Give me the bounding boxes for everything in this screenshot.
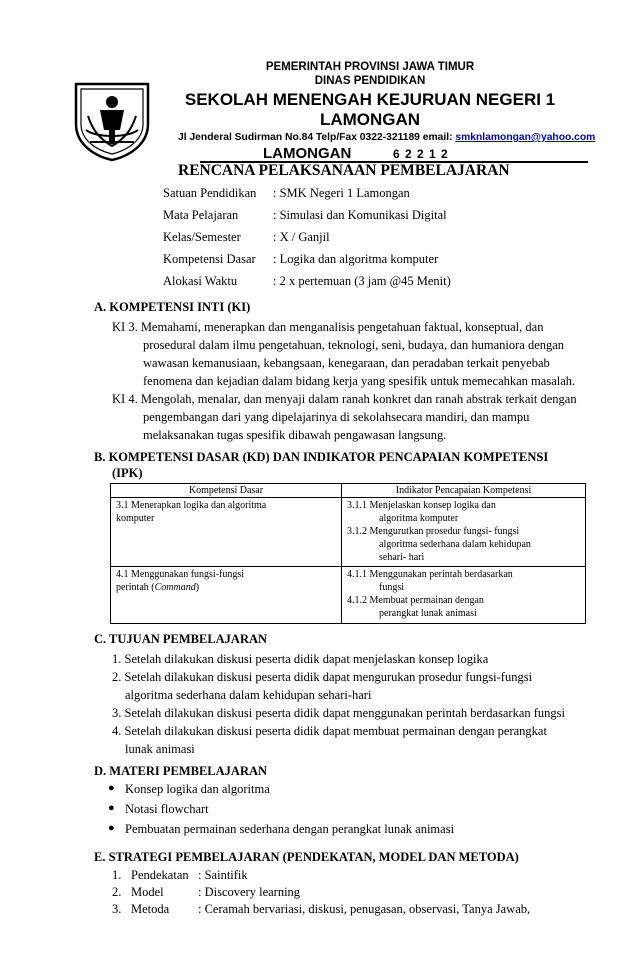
section-d-title: D. MATERI PEMBELAJARAN <box>94 764 268 778</box>
header-government: PEMERINTAH PROVINSI JAWA TIMUR <box>265 61 475 73</box>
bullet-icon: ● <box>108 802 115 814</box>
kd-ipk-table <box>110 483 586 624</box>
strategy-value: : Saintifik <box>198 868 248 882</box>
list-item: Pembuatan permainan sederhana dengan perangkat lunak animasi <box>125 822 455 836</box>
header-kd: Kompetensi Dasar <box>111 484 342 498</box>
objective-line: 2. Setelah dilakukan diskusi peserta didik dapat mengurukan prosedur fungsi-fungsi <box>112 670 533 684</box>
header-school-city: LAMONGAN <box>319 110 421 129</box>
ki4-line: KI 4. Mengolah, menalar, dan menyaji dalam ranah konkret dan ranah abstrak terkait dengan <box>112 392 577 406</box>
strategy-num: 2. <box>112 885 122 899</box>
objective-line: 3. Setelah dilakukan diskusi peserta didik dapat menggunakan perintah berdasarkan fungsi <box>112 706 565 720</box>
kd-cell: 4.1 Menggunakan fungsi-fungsi perintah (Command) <box>111 567 342 624</box>
objective-line: lunak animasi <box>125 742 195 756</box>
identity-row: Satuan Pendidikan : SMK Negeri 1 Lamongan <box>163 186 410 200</box>
province-seal-logo <box>70 80 154 162</box>
objective-line: 4. Setelah dilakukan diskusi peserta didik dapat membuat permainan dengan perangkat <box>112 724 547 738</box>
header-city: LAMONGAN <box>263 145 352 162</box>
list-item: Konsep logika dan algoritma <box>125 782 270 796</box>
strategy-num: 3. <box>112 902 122 916</box>
identity-row: Mata Pelajaran : Simulasi dan Komunikasi Digital <box>163 208 447 222</box>
bullet-icon: ● <box>108 822 115 834</box>
identity-row: Alokasi Waktu : 2 x pertemuan (3 jam @45 Menit) <box>163 274 451 288</box>
identity-row: Kelas/Semester : X / Ganjil <box>163 230 330 244</box>
header-postcode: 6 2 2 1 2 <box>393 147 449 161</box>
table-row <box>111 498 586 567</box>
email-link[interactable]: smknlamongan@yahoo.com <box>455 132 596 143</box>
list-item: Notasi flowchart <box>125 802 209 816</box>
bullet-icon: ● <box>108 782 115 794</box>
table-row <box>111 567 586 624</box>
identity-row: Kompetensi Dasar : Logika dan algoritma komputer <box>163 252 439 266</box>
section-e-title: E. STRATEGI PEMBELAJARAN (PENDEKATAN, MODEL DAN METODA) <box>94 850 519 864</box>
ipk-cell: 4.1.1 Menggunakan perintah berdasarkan fungsi 4.1.2 Membuat permainan dengan perangkat lunak animasi <box>342 567 586 624</box>
strategy-value: : Discovery learning <box>198 885 301 899</box>
ki3-line: fenomena dan kejadian dalam bidang kerja yang spesifik untuk memecahkan masalah. <box>143 374 576 388</box>
header-department: DINAS PENDIDIKAN <box>314 75 426 87</box>
header-address: Jl Jenderal Sudirman No.84 Telp/Fax 0322-321189 email: smknlamongan@yahoo.com <box>178 132 596 143</box>
ki3-line: wawasan kemanusiaan, kebangsaan, kenegaraan, dan peradaban terkait penyebab <box>143 356 550 370</box>
strategy-value: : Ceramah bervariasi, diskusi, penugasan, observasi, Tanya Jawab, <box>198 902 531 916</box>
header-ipk: Indikator Pencapaian Kompetensi <box>342 484 586 498</box>
section-b-title-cont: (IPK) <box>112 466 143 480</box>
section-c-title: C. TUJUAN PEMBELAJARAN <box>94 632 268 646</box>
objective-line: 1. Setelah dilakukan diskusi peserta didik dapat menjelaskan konsep logika <box>112 652 489 666</box>
section-a-title: A. KOMPETENSI INTI (KI) <box>94 300 251 314</box>
identity-table <box>163 186 451 296</box>
strategy-label: Metoda <box>131 902 170 916</box>
kd-cell: 3.1 Menerapkan logika dan algoritma komputer <box>111 498 342 567</box>
header-school-name: SEKOLAH MENENGAH KEJURUAN NEGERI 1 <box>184 90 556 109</box>
ki4-line: melaksanakan tugas spesifik dibawah pengawasan langsung. <box>143 428 447 442</box>
ipk-cell: 3.1.1 Menjelaskan konsep logika dan algoritma komputer 3.1.2 Mengurutkan prosedur fungsi- fungsi algoritma sederhana dalam kehidupan sehari- hari <box>342 498 586 567</box>
strategy-label: Pendekatan <box>131 868 189 882</box>
objective-line: algoritma sederhana dalam kehidupan sehari-hari <box>125 688 372 702</box>
ki3-line: prosedural dalam ilmu pengetahuan, teknologi, seni, budaya, dan humaniora dengan <box>143 338 565 352</box>
ki4-line: pengembangan dari yang dipelajarinya di sekolahsecara mandiri, dan mampu <box>143 410 530 424</box>
strategy-label: Model <box>131 885 164 899</box>
document-title: RENCANA PELAKSANAAN PEMBELAJARAN <box>178 162 510 179</box>
strategy-num: 1. <box>112 868 122 882</box>
section-b-title: B. KOMPETENSI DASAR (KD) DAN INDIKATOR PENCAPAIAN KOMPETENSI <box>94 450 549 464</box>
ki3-line: KI 3. Memahami, menerapkan dan menganalisis pengetahuan faktual, konseptual, dan <box>112 320 544 334</box>
table-header-row <box>111 484 586 498</box>
